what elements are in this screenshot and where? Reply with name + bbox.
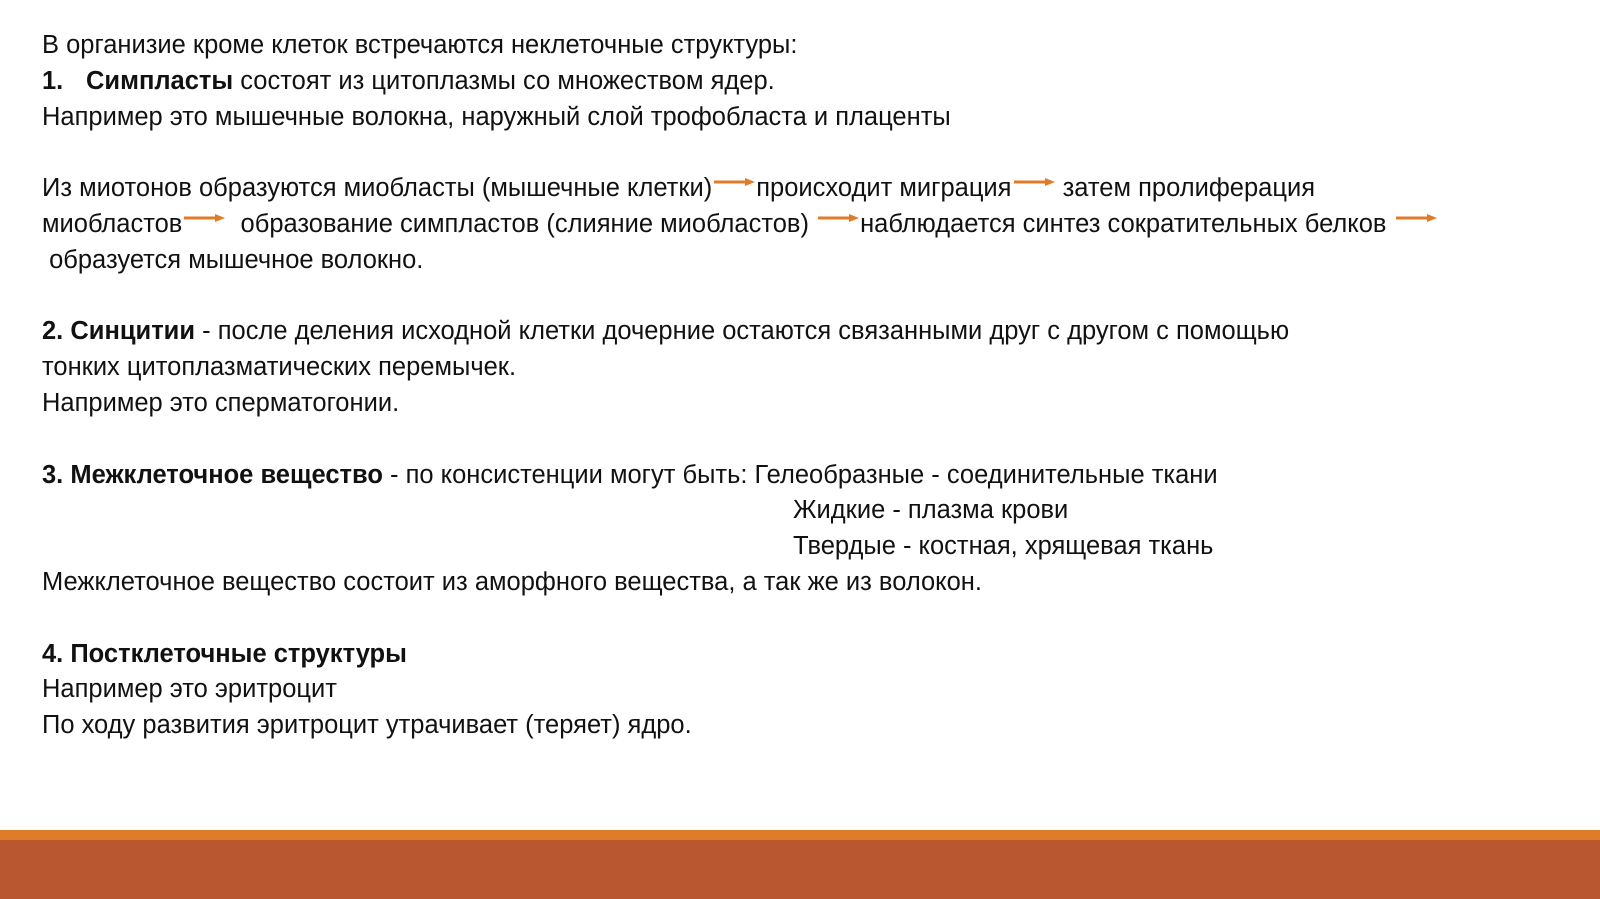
spacer: [42, 279, 1582, 315]
section3-type-liquid: Жидкие - плазма крови: [793, 496, 1069, 525]
process-step-3: затем пролиферация: [1055, 174, 1316, 203]
section4-heading-line: [42, 637, 1582, 673]
section2-text-line: [42, 350, 1582, 386]
section3-heading-line: [42, 458, 1582, 494]
section2-example: Например это сперматогонии.: [42, 388, 400, 417]
process-line-3: [42, 243, 1582, 279]
section2-heading-line: [42, 314, 1582, 350]
section4-note: По ходу развития эритроцит утрачивает (теряет) ядро.: [42, 711, 692, 740]
intro-text: В организие кроме клеток встречаются неклеточные структуры:: [42, 31, 798, 59]
arrow-right-icon: [1394, 210, 1438, 226]
section2-title: 2. Синцитии: [42, 317, 196, 346]
section1-example: Например это мышечные волокна, наружный слой трофобласта и плаценты: [42, 102, 951, 131]
slide-content: [42, 28, 1582, 744]
section3-type-line: [42, 529, 1582, 565]
section4-note-line: [42, 708, 1582, 744]
process-line-2: [42, 207, 1582, 243]
section1-number: 1.: [42, 66, 64, 95]
section3-text: - по консистенции могут быть:: [382, 460, 755, 489]
footer-stripe: [0, 830, 1600, 840]
section3-type-line: [42, 493, 1582, 529]
section4-example: Например это эритроцит: [42, 675, 337, 704]
arrow-right-icon: [712, 174, 756, 190]
process-step-5: наблюдается синтез сократительных белков: [860, 209, 1394, 238]
spacer: [42, 135, 1582, 171]
section3-composition-line: [42, 565, 1582, 601]
section1-title: Симпласты: [86, 66, 234, 95]
process-step-3b: миобластов: [42, 209, 183, 238]
intro-line: [42, 28, 1582, 64]
section2-example-line: [42, 386, 1582, 422]
process-line-1: [42, 171, 1582, 207]
section2-text-1: - после деления исходной клетки дочерние остаются связанными друг с другом с помощью: [195, 317, 1290, 346]
section1-heading-line: [42, 64, 1582, 100]
section1-example-line: [42, 100, 1582, 136]
arrow-right-icon: [182, 210, 226, 226]
section4-title: 4. Постклеточные структуры: [42, 639, 407, 668]
process-step-6: образуется мышечное волокно.: [42, 245, 424, 274]
section3-type-solid: Твердые - костная, хрящевая ткань: [793, 532, 1214, 561]
spacer: [42, 601, 1582, 637]
section3-composition: Межклеточное вещество состоит из аморфного вещества, а так же из волокон.: [42, 567, 982, 596]
section3-type-gel: Гелеобразные - соединительные ткани: [754, 460, 1218, 489]
section3-title: 3. Межклеточное вещество: [42, 460, 383, 489]
arrow-right-icon: [1012, 174, 1056, 190]
arrow-right-icon: [816, 210, 860, 226]
process-step-1: Из миотонов образуются миобласты (мышечные клетки): [42, 174, 713, 203]
footer-band: [0, 830, 1600, 899]
spacer: [42, 422, 1582, 458]
section4-example-line: [42, 672, 1582, 708]
process-step-2: происходит миграция: [756, 174, 1012, 203]
section1-text: состоят из цитоплазмы со множеством ядер.: [233, 66, 775, 95]
process-step-4: образование симпластов (слияние миобластов): [226, 209, 817, 238]
section2-text-2: тонких цитоплазматических перемычек.: [42, 353, 517, 382]
